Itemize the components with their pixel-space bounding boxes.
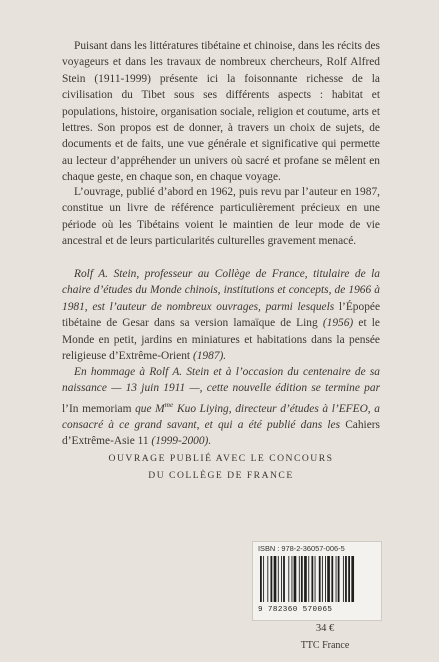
barcode-bar bbox=[292, 556, 293, 602]
work-title-gesar: l’Épopée tibétaine de Gesar dans sa version lamaïque de Ling bbox=[62, 300, 381, 330]
homage-italic: Kuo Liying, directeur d’études à l’EFEO, a consacré à ce grand savant, et qui a été publié dans les bbox=[62, 402, 380, 432]
barcode-bar bbox=[338, 556, 340, 602]
barcode-bar bbox=[274, 556, 277, 602]
barcode-bar bbox=[263, 556, 264, 602]
homage-italic: que M bbox=[135, 402, 165, 415]
barcode-bar bbox=[331, 556, 333, 602]
barcode-bar bbox=[283, 556, 285, 602]
barcode-bar bbox=[322, 556, 323, 602]
barcode-bar bbox=[271, 556, 273, 602]
barcode-bar bbox=[304, 556, 307, 602]
cahiers-years: (1999-2000). bbox=[151, 435, 212, 448]
barcode-bar bbox=[336, 556, 337, 602]
support-notice-line-1: OUVRAGE PUBLIÉ AVEC LE CONCOURS bbox=[108, 453, 334, 464]
price: 34 € bbox=[315, 623, 335, 634]
author-paragraph bbox=[62, 266, 380, 364]
madame-superscript: me bbox=[164, 399, 174, 409]
barcode-bar bbox=[301, 556, 303, 602]
barcode-bar bbox=[308, 556, 309, 602]
paragraph-text bbox=[62, 364, 380, 450]
barcode-bar bbox=[351, 556, 354, 602]
barcode-bar bbox=[288, 556, 289, 602]
barcode-bar bbox=[311, 556, 313, 602]
homage-paragraph bbox=[62, 364, 380, 450]
barcode-bar bbox=[343, 556, 344, 602]
barcode-bar bbox=[348, 556, 350, 602]
paragraph-text bbox=[62, 266, 380, 364]
paragraph-text: L’ouvrage, publié d’abord en 1962, puis revu par l’auteur en 1987, constitue un livre de référence particulièrement précieux en une période où les Tibétains voient le maintien de leur mode de vie ancestral et de leurs particularités culturelles gravement menacé. bbox=[62, 186, 380, 248]
work-year-1987: (1987). bbox=[192, 350, 227, 363]
support-notice-line-2: DU COLLÈGE DE FRANCE bbox=[148, 470, 294, 481]
work-year-1956: (1956) bbox=[322, 317, 354, 330]
barcode-bar bbox=[260, 556, 262, 602]
paragraph-text: Puisant dans les littératures tibétaine et chinoise, dans les récits des voyageurs et dans les travaux de nombreux chercheurs, Rolf Alfred Stein (1911-1999) présente ici la foisonnante richesse de la civilisation du Tibet sous ses différents aspects : habitat et populations, histoire, organisation sociale, religion et coutume, arts et lettres. Son propos est de donner, à travers un choix de sujets, de documents et de faits, une vue générale et significative qui permette au lecteur d’appréhender un univers où sacré et profane se mêlent en chaque geste, en chaque son, en chaque voyage. bbox=[62, 40, 380, 184]
barcode-icon bbox=[258, 556, 376, 604]
publisher-name: TTC France bbox=[300, 640, 350, 651]
description-paragraph-2 bbox=[62, 184, 380, 250]
barcode-bar bbox=[345, 556, 347, 602]
barcode-bar bbox=[294, 556, 297, 602]
barcode-bar bbox=[267, 556, 268, 602]
barcode-bar bbox=[325, 556, 326, 602]
barcode-bar bbox=[281, 556, 282, 602]
isbn-text: ISBN : 978-2-36057-006-5 bbox=[258, 544, 345, 553]
author-bio-italic: Rolf A. Stein, professeur au Collège de France, titulaire de la chaire d’études du Monde chinois, institutions et concepts, de 1966 à 1981, est l’auteur de nombreux ouvrages, parmi lesquels bbox=[62, 268, 380, 313]
homage-italic: En hommage à Rolf A. Stein et à l’occasion du centenaire de sa naissance — 13 juin 1911 —, cette nouvelle édition se termine par bbox=[62, 366, 380, 395]
barcode-bar bbox=[278, 556, 279, 602]
barcode-bar bbox=[299, 556, 300, 602]
description-paragraph-1 bbox=[62, 38, 380, 186]
barcode-bar bbox=[327, 556, 330, 602]
barcode-bar bbox=[319, 556, 321, 602]
in-memoriam-title: l’In memoriam bbox=[62, 402, 136, 415]
work-title-monde-en-petit: et le Monde en petit, jardins en miniatures et habitations dans la pensée religieuse d’Extrême-Orient bbox=[62, 317, 380, 363]
barcode-digits: 9 782360 570065 bbox=[258, 606, 333, 614]
cahiers-title: Cahiers d’Extrême-Asie 11 bbox=[62, 419, 380, 448]
barcode-bar bbox=[315, 556, 316, 602]
